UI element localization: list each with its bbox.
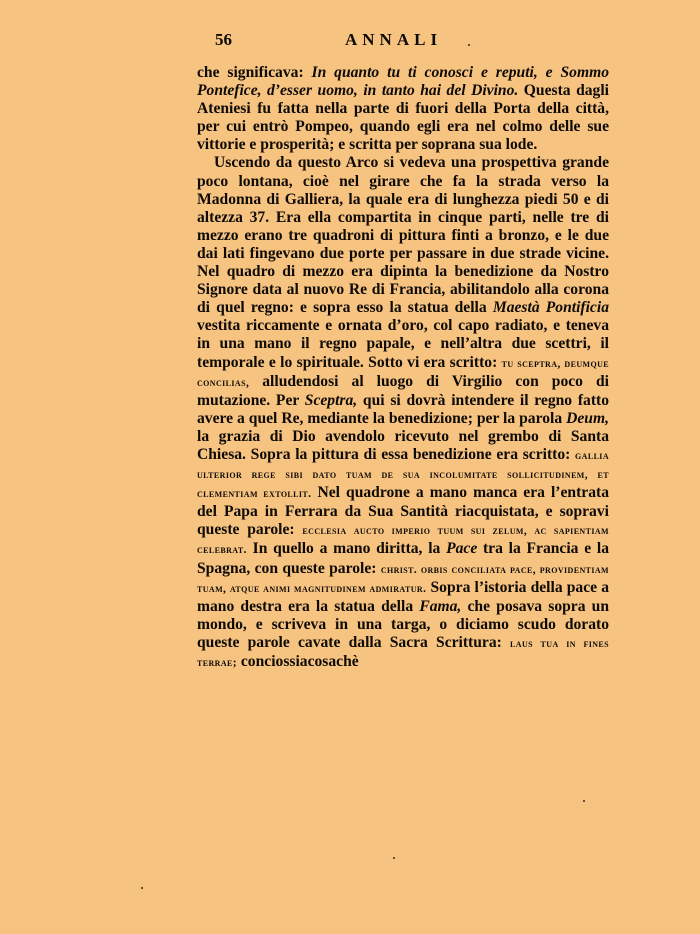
text-run: conciossiacosachè (236, 653, 359, 670)
paragraph-1 (197, 64, 609, 154)
paper-speck (393, 857, 395, 859)
italic-term: Deum, (566, 409, 609, 427)
running-title: ANNALI (345, 30, 443, 49)
italic-term: Pace (446, 540, 478, 558)
text-run: che significava: (197, 64, 312, 81)
paper-speck (141, 887, 143, 889)
latin-inscription: laus tua in fines terrae; (197, 637, 610, 669)
latin-inscription: tu sceptra, deumque concilias, (197, 357, 609, 389)
text-run: vestita riccamente e ornata d’oro, col capo radiato, e teneva in una mano il regno papale, e nell’altra due scettri, il temporale e lo spirituale. Sotto vi era scritto: (197, 317, 609, 371)
text-run: che posava sopra un mondo, e scriveva in una targa, o diciamo scudo dorato queste parole cavate dalla Sacra Scrittura: (197, 597, 610, 651)
text-run: Nel quadrone a mano manca era l’entrata del Papa in Ferrara da Sua Santità riacquistata, e sopravi queste parole: (197, 484, 609, 539)
text-run: qui si dovrà intendere il regno fatto avere a quel Re, mediante la benedizione; per la parola (197, 391, 610, 427)
text-run: tra la Francia e la Spagna, con queste parole: (197, 540, 609, 577)
paper-speck (583, 800, 585, 802)
text-run: Questa dagli Ateniesi fu fatta nella parte di fuori della Porta della città, per cui entrò Pompeo, quando egli era nel colmo delle sue vittorie e prosperità; e scritta per soprana sua lode. (197, 82, 609, 154)
body-text (197, 64, 609, 672)
italic-term: Fama, (419, 597, 462, 615)
italic-quote: In quanto tu ti conosci e reputi, e Sommo Pontefice, d’esser uomo, in tanto hai del Divino. (197, 64, 609, 100)
page-header (215, 30, 475, 54)
latin-inscription: ecclesia aucto imperio tuum sui zelum, ac sapientiam celebrat. (197, 525, 609, 557)
text-run: Sopra l’istoria della pace a mano destra era la statua della (197, 578, 609, 615)
page-number: 56 (215, 30, 232, 49)
italic-term: Sceptra, (304, 391, 358, 409)
latin-inscription: christ. orbis conciliata pace, providentiam tuam, atque animi magnitudinem admiratur. (197, 563, 609, 595)
latin-inscription: gallia ulterior rege sibi dato tuam de sua incolumitate sollicitudinem, et clementiam extollit. (197, 449, 609, 501)
paragraph-2 (197, 154, 609, 672)
paper-speck (468, 44, 470, 46)
text-run: la grazia di Dio avendolo ricevuto nel grembo di Santa Chiesa. Sopra la pittura di essa benedizione era scritto: (197, 427, 609, 463)
text-run: In quello a mano diritta, la (246, 540, 447, 558)
italic-term: Maestà Pontificia (492, 299, 609, 317)
text-run: Uscendo da questo Arco si vedeva una prospettiva grande poco lontana, cioè nel girare che fa la strada verso la Madonna di Galliera, la quale era di lunghezza piedi 50 e di altezza 37. Era ella compartita in cinque parti, nelle tre di mezzo erano tre quadroni di pittura finti a bronzo, e le due dai lati fingevano due porte per passare in due strade vicine. Nel quadro di mezzo era dipinta la benedizione da Nostro Signore data al nuovo Re di Francia, abilitandolo alla corona di quel regno: e sopra esso la statua della (197, 154, 609, 317)
text-run: alludendosi al luogo di Virgilio con poco di mutazione. Per (197, 372, 609, 409)
